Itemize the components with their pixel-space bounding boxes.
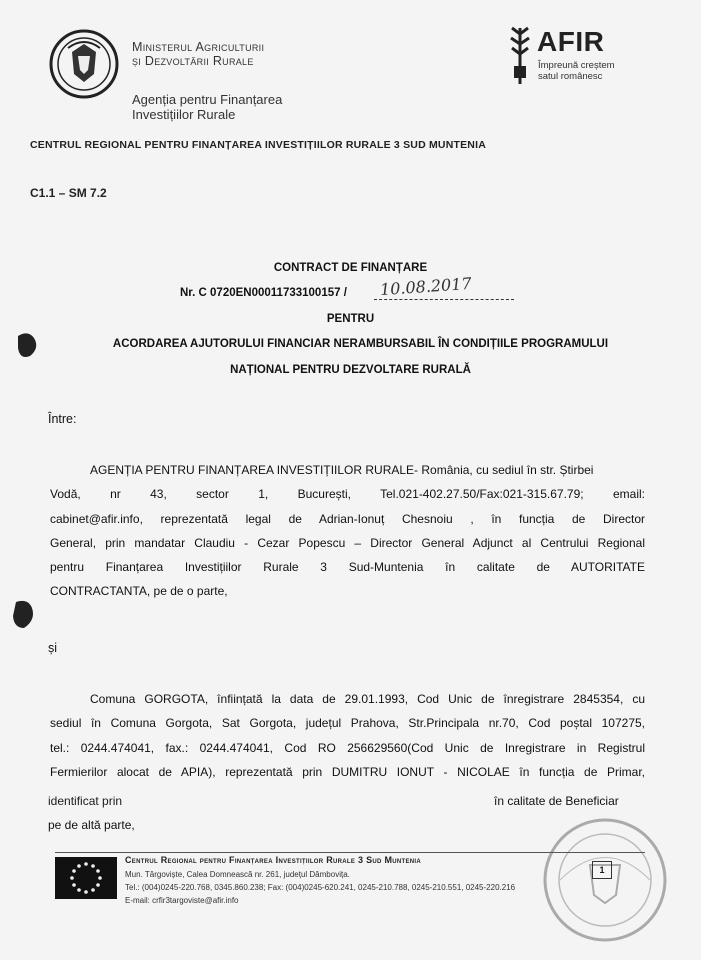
agency-line-2: Investițiilor Rurale — [132, 107, 236, 122]
date-text: 10.08.2017 — [379, 273, 473, 300]
afir-slogan-line-2: satul românesc — [538, 71, 603, 82]
paragraph-line: AGENȚIA PENTRU FINANȚAREA INVESTIȚIILOR RURALE- România, cu sediul în str. Știrbei — [90, 463, 594, 477]
footer-email: E-mail: crfir3targoviste@afir.info — [125, 896, 239, 905]
beneficiary-party-paragraph — [50, 687, 645, 784]
subject-line-2: NAȚIONAL PENTRU DEZVOLTARE RURALĂ — [230, 364, 471, 376]
identificat-label: identificat prin — [48, 794, 123, 808]
paragraph-line: Fermierilor alocat de APIA), reprezentată prin DUMITRU IONUT - NICOLAE în funcția de Primar, — [50, 764, 645, 779]
afir-slogan-line-1: Împreună creștem — [538, 60, 615, 71]
document-code: C1.1 – SM 7.2 — [30, 186, 107, 200]
afir-party-paragraph — [50, 458, 645, 604]
paragraph-line: CONTRACTANTA, pe de o parte, — [50, 584, 228, 599]
footer-title: Centrul Regional pentru Finanțarea Investițiilor Rurale 3 Sud Muntenia — [125, 855, 422, 865]
afir-slogan — [538, 60, 615, 82]
intre-label: Între: — [48, 412, 77, 426]
afir-brand: AFIR — [537, 26, 605, 57]
contract-number: Nr. C 0720EN00011733100157 / — [180, 287, 347, 299]
coat-of-arms-icon — [48, 28, 120, 100]
ministry-line-1: Ministerul Agriculturii — [132, 40, 265, 54]
paragraph-line: pentru Finanțarea Investițiilor Rurale 3 Sud-Muntenia în calitate de AUTORITATE — [50, 560, 645, 575]
paragraph-line: Comuna GORGOTA, înființată la data de 29.01.1993, Cod Unic de înregistrare 2845354, cu — [90, 692, 645, 706]
footer-phones: Tel.: (004)0245-220.768, 0345.860.238; Fax: (004)0245-620.241, 0245-210.788, 0245-210.551, 0245-220.216 — [125, 883, 516, 892]
footer-divider — [55, 852, 645, 853]
paragraph-line: General, prin mandatar Claudiu - Cezar Popescu – Director General Adjunct al Centrului Regional — [50, 535, 645, 550]
contract-title: CONTRACT DE FINANȚARE — [273, 262, 428, 274]
paragraph-line: cabinet@afir.info, reprezentată legal de Adrian-Ionuț Chesnoiu , în funcția de Director — [50, 511, 645, 526]
paragraph-line: Vodă, nr 43, sector 1, București, Tel.021-402.27.50/Fax:021-315.67.79; email: — [50, 487, 645, 502]
wheat-logo-icon — [508, 26, 532, 86]
redacted-blank — [160, 796, 490, 810]
agency-line-1: Agenția pentru Finanțarea — [132, 92, 283, 107]
page-number: 1 — [592, 861, 612, 879]
beneficiary-role: în calitate de Beneficiar — [494, 794, 619, 808]
agency-name — [132, 92, 282, 122]
paragraph-line: tel.: 0244.474041, fax.: 0244.474041, Cod RO 256629560(Cod Unic de Inregistrare in Registrul — [50, 740, 645, 755]
si-label: și — [48, 641, 58, 655]
ink-smudge — [14, 330, 40, 360]
handwritten-date — [374, 275, 514, 300]
round-stamp-icon — [540, 815, 670, 945]
regional-center-heading: CENTRUL REGIONAL PENTRU FINANȚAREA INVESTIȚIILOR RURALE 3 SUD MUNTENIA — [30, 139, 486, 151]
paragraph-line: sediul în Comuna Gorgota, Sat Gorgota, județul Prahova, Str.Principala nr.70, Cod poștal 107275, — [50, 716, 645, 731]
pentru-label: PENTRU — [326, 313, 375, 325]
eu-flag-icon — [55, 857, 117, 899]
ministry-line-2: și Dezvoltării Rurale — [132, 54, 254, 68]
ink-smudge — [10, 598, 36, 630]
subject-line-1: ACORDAREA AJUTORULUI FINANCIAR NERAMBURSABIL ÎN CONDIȚIILE PROGRAMULUI — [112, 338, 609, 350]
alta-parte-label: pe de altă parte, — [48, 818, 135, 832]
footer-address: Mun. Târgoviște, Calea Domnească nr. 261, județul Dâmbovița. — [125, 870, 350, 879]
ministry-name — [132, 40, 264, 68]
